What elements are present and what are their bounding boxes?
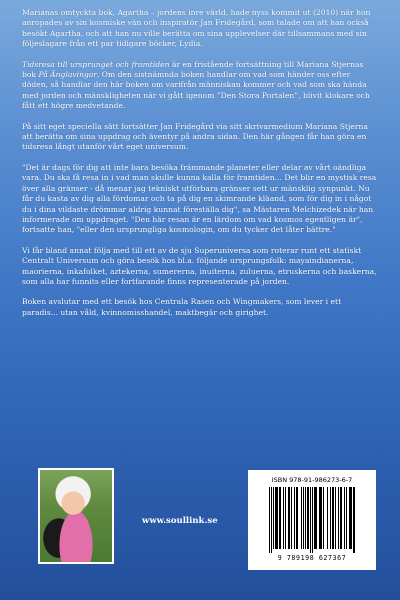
author-photo xyxy=(38,468,114,564)
paragraph-continuation-rest: . Om den sistnämnda boken handlar om vad som händer oss efter döden, så handlar den här boken om varifrån människan kommer och vad som ska hända med jorden och mänskligheten när vi gått igenom ”Den Stora Portalen”, blivit klokare och fått ett högre medvetande. xyxy=(22,70,370,111)
back-cover-text xyxy=(22,8,378,328)
isbn-barcode xyxy=(248,470,376,570)
paragraph-continuation-mid: är en fristående fortsättning till Mariana Stjernas bok xyxy=(22,59,364,80)
paragraph-method: På sitt eget speciella sätt fortsätter Jan Fridegård via sitt skrivarmedium Mariana Stjerna att berätta om sina uppdrag och äventyr på andra sidan. Den här gången får han göra en tidsresa långt utanför vårt eget universum. xyxy=(22,121,368,152)
paragraph-ending: Boken avslutar med ett besök hos Centrala Rasen och Wingmakers, som lever i ett paradis... utan våld, kvinnomisshandel, maktbegär och girighet. xyxy=(22,297,342,317)
paragraph-quote: "Det är dags för dig att inte bara besöka främmande planeter eller delar av vårt oändliga vara. Du ska få resa in i vad man skulle kunna kalla för framtiden... Det blir en mystisk resa över alla gränser - då menar jag tekniskt utförbara gränser sett ur mänsklig synpunkt. Nu får du kasta av dig alla fördomar och ta på dig en skimrande kläand, som för dig in i något du i dina vildaste drömmar aldrig kunnat föreställa dig", sa Mästaren Melchizedek när han informerade om uppdraget. "Den här resan är en lärdom om vad kosmos egentligen är", fortsatte han, "eller den ursprungliga kosmologin, om du tycker det låter bättre." xyxy=(22,162,377,235)
website-link[interactable]: www.soullink.se xyxy=(142,516,218,526)
book-title-anglavingar: På Änglavingar xyxy=(38,70,97,80)
barcode-digits: 9 789198 627367 xyxy=(277,554,347,562)
isbn-label: ISBN 978-91-986273-6-7 xyxy=(271,476,353,484)
book-title-tidsresa: Tidsresa till ursprunget och framtiden xyxy=(22,59,170,69)
barcode-bars xyxy=(256,487,368,553)
paragraph-intro: Marianas omtyckta bok, Agartha – jordens inre värld, hade nyss kommit ut (2010) när hon anropades av sin kosmiske vän och inspiratör Jan Fridegård, som talade om att han också besökt Agartha, och att han nu ville berätta om sina upplevelser där tillsammans med sin följeslagare från ett par tidigare böcker, Lydia. xyxy=(22,8,371,49)
barcode-bar xyxy=(354,487,355,553)
paragraph-continuation xyxy=(22,60,378,112)
paragraph-peoples: Vi får bland annat följa med till ett av de sju Superuniversa som roterar runt ett statiskt Centralt Universum och göra besök hos bl.a. följande ursprungsfolk: mayaindianerna, maorierna, inkafolket, aztekerna, sumererna, inuiterna, zuluerna, etruskerna och baskerna, som alla har funnits eller fortfarande finns representerade på jorden. xyxy=(22,245,377,286)
